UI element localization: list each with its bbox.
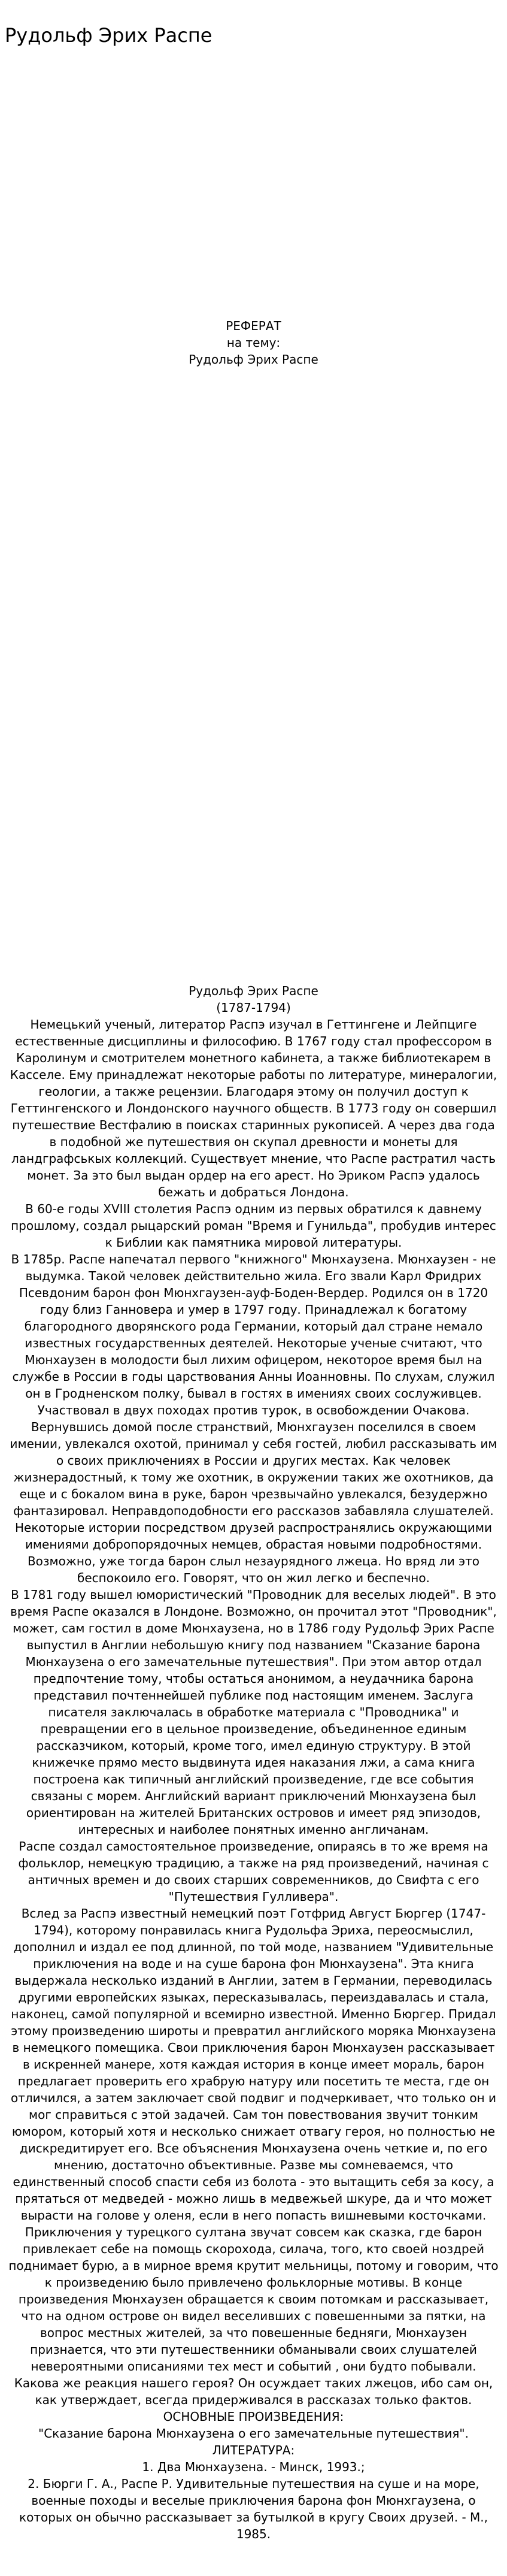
article-body [0, 982, 507, 2542]
paragraph: Немецький ученый, литератор Распэ изучал в Геттингене и Лейпциге естественные дисциплины и философию. В 1767 году стал профессором в Каролинум и смотрителем монетного кабинета, а также библиотекарем в Касселе. Ему принадлежат некоторые работы по литературе, минералогии, геологии, а также рецензии. Благодаря этому он получил доступ к Геттингенского и Лондонского научного обществ. В 1773 году он совершил путешествие Вестфалию в поисках старинных рукописей. А через два года в подобной же путешествия он скупал древности и монеты для ландграфськых коллекций. Существует мнение, что Распе растратил часть монет. За это был выдан ордер на его арест. Но Эриком Распэ удалось бежать и добраться Лондона. [10, 1017, 497, 1199]
paragraph: Распе создал самостоятельное произведение, опираясь в то же время на фольклор, немецкую традицию, а также на ряд произведений, начиная с античных времен и до своих старших современников, до Свифта с его "Путешествия Гулливера". [18, 1839, 489, 1904]
cover-label: РЕФЕРАТ [226, 319, 281, 333]
paragraph: В 1781 году вышел юмористический "Проводник для веселых людей". В это время Распе оказался в Лондоне. Возможно, он прочитал этот "Проводник", может, сам гостил в доме Мюнхаузена, но в 1786 году Рудольф Эрих Распе выпустил в Англии небольшую книгу под названием "Сказание барона Мюнхаузена о его замечательные путешествия". При этом автор отдал предпочтение тому, чтобы остаться анонимом, а неудачника барона представил почтеннейшей публике под настоящим именем. Заслуга писателя заключалась в обработке материала с "Проводника" и превращении его в цельное произведение, объединенное единым рассказчиком, который, кроме того, имел единую структуру. В этой книжечке прямо место выдвинута идея наказания лжи, а сама книга построена как типичный английский произведение, где все события связаны с морем. Английский вариант приключений Мюнхаузена был ориентирован на жителей Британских островов и имеет ряд эпизодов, интересных и наиболее понятных именно англичанам. [10, 1588, 497, 1837]
literature-item: 1. Два Мюнхаузена. - Минск, 1993.; [142, 2460, 365, 2474]
article-heading: Рудольф Эрих Распе [189, 984, 318, 998]
works-item: "Сказание барона Мюнхаузена о его замечательные путешествия". [38, 2426, 469, 2441]
paragraph: Приключения у турецкого султана звучат совсем как сказка, где барон привлекает себе на помощь скорохода, силача, того, кто своей ноздрей поднимает бурю, а в мирное время крутит мельницы, потому и говорим, что к произведению было привлечено фольклорные мотивы. В конце произведения Мюнхаузен обращается к своим потомкам и рассказывает, что на одном острове он видел веселивших с повешенными за пятки, на вопрос местных жителей, за что повешенные бедняги, Мюнхаузен признается, что эти путешественники обманывали своих слушателей невероятными описаниями тех мест и событий , они будто побывали. Какова же реакция нашего героя? Он осуждает таких лжецов, ибо сам он, как утверждает, всегда придерживался в рассказах только фактов. [8, 2225, 499, 2407]
literature-heading: ЛИТЕРАТУРА: [212, 2443, 295, 2457]
article-years: (1787-1794) [216, 1000, 291, 1015]
works-heading: ОСНОВНЫЕ ПРОИЗВЕДЕНИЯ: [163, 2409, 344, 2424]
literature-item: 2. Бюрги Г. А., Распе Р. Удивительные путешествия на суше и на море, военные походы и веселые приключения барона фон Мюнхгаузена, о которых он обычно рассказывает за бутылкой в кругу Своих друзей. - М., 1985. [19, 2477, 488, 2541]
cover-topic: на тему: [226, 335, 281, 350]
paragraph: В 1785р. Распе напечатал первого "книжного" Мюнхаузена. Мюнхаузен - не выдумка. Такой человек действительно жила. Его звали Карл Фридрих Псевдоним барон фон Мюнхгаузен-ауф-Боден-Вердер. Родился он в 1720 году близ Ганновера и умер в 1797 году. Принадлежал к богатому благородного дворянского рода Германии, который дал стране немало известных государственных деятелей. Некоторые ученые считают, что Мюнхаузен в молодости был лихим офицером, некоторое время был на службе в России в годы царствования Анны Иоанновны. По слухам, служил он в Гродненском полку, бывал в гостях в имениях своих сослуживцев. Участвовал в двух походах против турок, в освобождении Очакова. [11, 1252, 496, 1417]
paragraph: В 60-е годы XVIII столетия Распэ одним из первых обратился к давнему прошлому, создал рыцарский роман "Время и Гунильда", пробудив интерес к Библии как памятника мировой литературы. [11, 1202, 496, 1250]
page-title: Рудольф Эрих Распе [5, 24, 212, 47]
paragraph: Вслед за Распэ известный немецкий поэт Готфрид Август Бюргер (1747-1794), которому понравилась книга Рудольфа Эриха, переосмыслил, дополнил и издал ее под длинной, по той моде, названием "Удивительные приключения на воде и на суше барона фон Мюнхаузена". Эта книга выдержала несколько изданий в Англии, затем в Германии, переводилась другими европейских языках, пересказывалась, переиздавалась и стала, наконец, самой популярной и всемирно известной. Именно Бюргер. Придал этому произведению широты и превратил английского моряка Мюнхаузена в немецкого помещика. Свои приключения барон Мюнхаузен рассказывает в искренней манере, хотя каждая история в конце имеет мораль, барон предлагает проверить его храбрую натуру или посетить те места, где он отличился, а затем заключает свой подвиг и подчеркивает, что только он и мог справиться с этой задачей. Сам тон повествования звучит тонким юмором, который хотя и несколько снижает отвагу героя, но полностью не дискредитирует его. Все объяснения Мюнхаузена очень четкие и, по его мнению, достаточно объективные. Разве мы сомневаемся, что единственный способ спасти себя из болота - это вытащить себя за косу, а прятаться от медведей - можно лишь в медвежьей шкуре, да и что может вырасти на голове у оленя, если в него попасть вишневыми косточками. [10, 1906, 496, 2223]
paragraph: Вернувшись домой после странствий, Мюнхгаузен поселился в своем имении, увлекался охотой, принимал у себя гостей, любил рассказывать им о своих приключениях в России и других местах. Как человек жизнерадостный, к тому же охотник, в окружении таких же охотников, да еще и с бокалом вина в руке, барон чрезвычайно увлекался, безудержно фантазировал. Неправдоподобности его рассказов забавляла слушателей. Некоторые истории посредством друзей распространялись окружающими имениями добропорядочных немцев, обрастая новыми подробностями. Возможно, уже тогда барон слыл незаурядного лжеца. Но вряд ли это беспокоило его. Говорят, что он жил легко и беспечно. [10, 1420, 497, 1585]
cover-block [0, 318, 507, 368]
cover-subject: Рудольф Эрих Распе [189, 352, 318, 367]
